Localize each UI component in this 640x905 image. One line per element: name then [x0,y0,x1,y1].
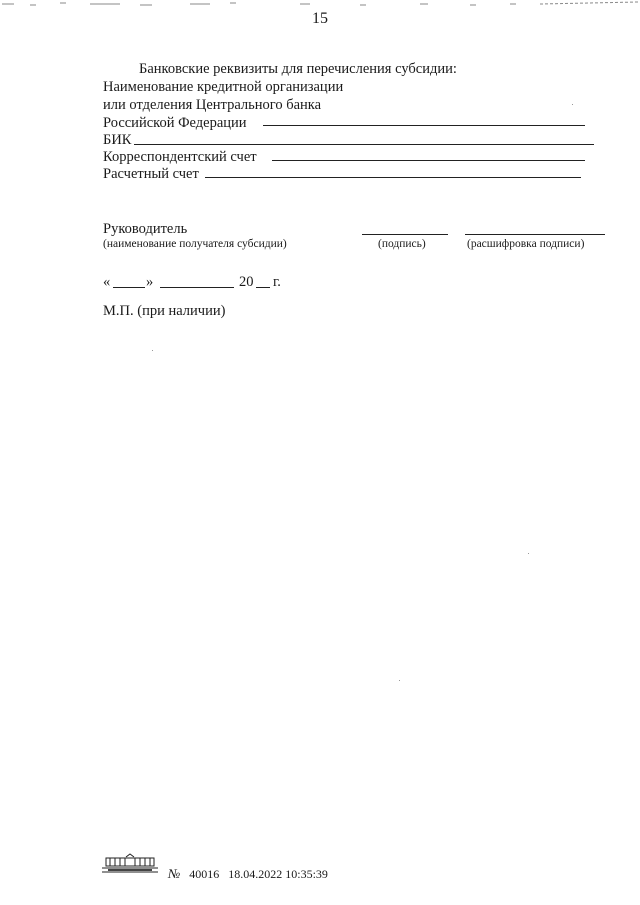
page-number: 15 [312,10,328,27]
settlement-account-label: Расчетный счет [103,166,199,182]
date-year-prefix: 20 [239,274,254,290]
signature-decoding-blank[interactable] [465,234,605,235]
bik-label: БИК [103,132,132,148]
signature-caption: (подпись) [378,238,426,250]
bank-name-label-line1: Наименование кредитной организации [103,79,344,95]
date-year-blank[interactable] [256,287,270,288]
scan-speck [152,350,153,351]
bank-details-heading: Банковские реквизиты для перечисления субсидии: [139,61,457,77]
settlement-account-blank[interactable] [205,177,581,178]
registry-footer [168,866,328,882]
recipient-caption: (наименование получателя субсидии) [103,238,287,250]
scan-speck [572,104,573,105]
decoding-caption: (расшифровка подписи) [467,238,585,250]
number-sign: № [168,866,181,881]
date-month-blank[interactable] [160,287,234,288]
seal-label: М.П. (при наличии) [103,303,226,319]
date-day-blank[interactable] [113,287,145,288]
scan-speck [399,680,400,681]
signature-blank[interactable] [362,234,448,235]
head-label: Руководитель [103,221,188,237]
date-year-suffix: г. [273,274,281,290]
bank-name-blank[interactable] [263,125,585,126]
date-open-quote: « [103,274,111,290]
registry-timestamp: 18.04.2022 10:35:39 [228,867,328,881]
bik-blank[interactable] [134,144,594,145]
document-number: 40016 [189,867,220,881]
scan-speck [528,553,529,554]
corr-account-label: Корреспондентский счет [103,149,257,165]
registry-stamp-logo [100,853,160,875]
bank-name-label-line3: Российской Федерации [103,115,247,131]
corr-account-blank[interactable] [272,160,585,161]
bank-name-label-line2: или отделения Центрального банка [103,97,322,113]
date-close-quote: » [146,274,154,290]
